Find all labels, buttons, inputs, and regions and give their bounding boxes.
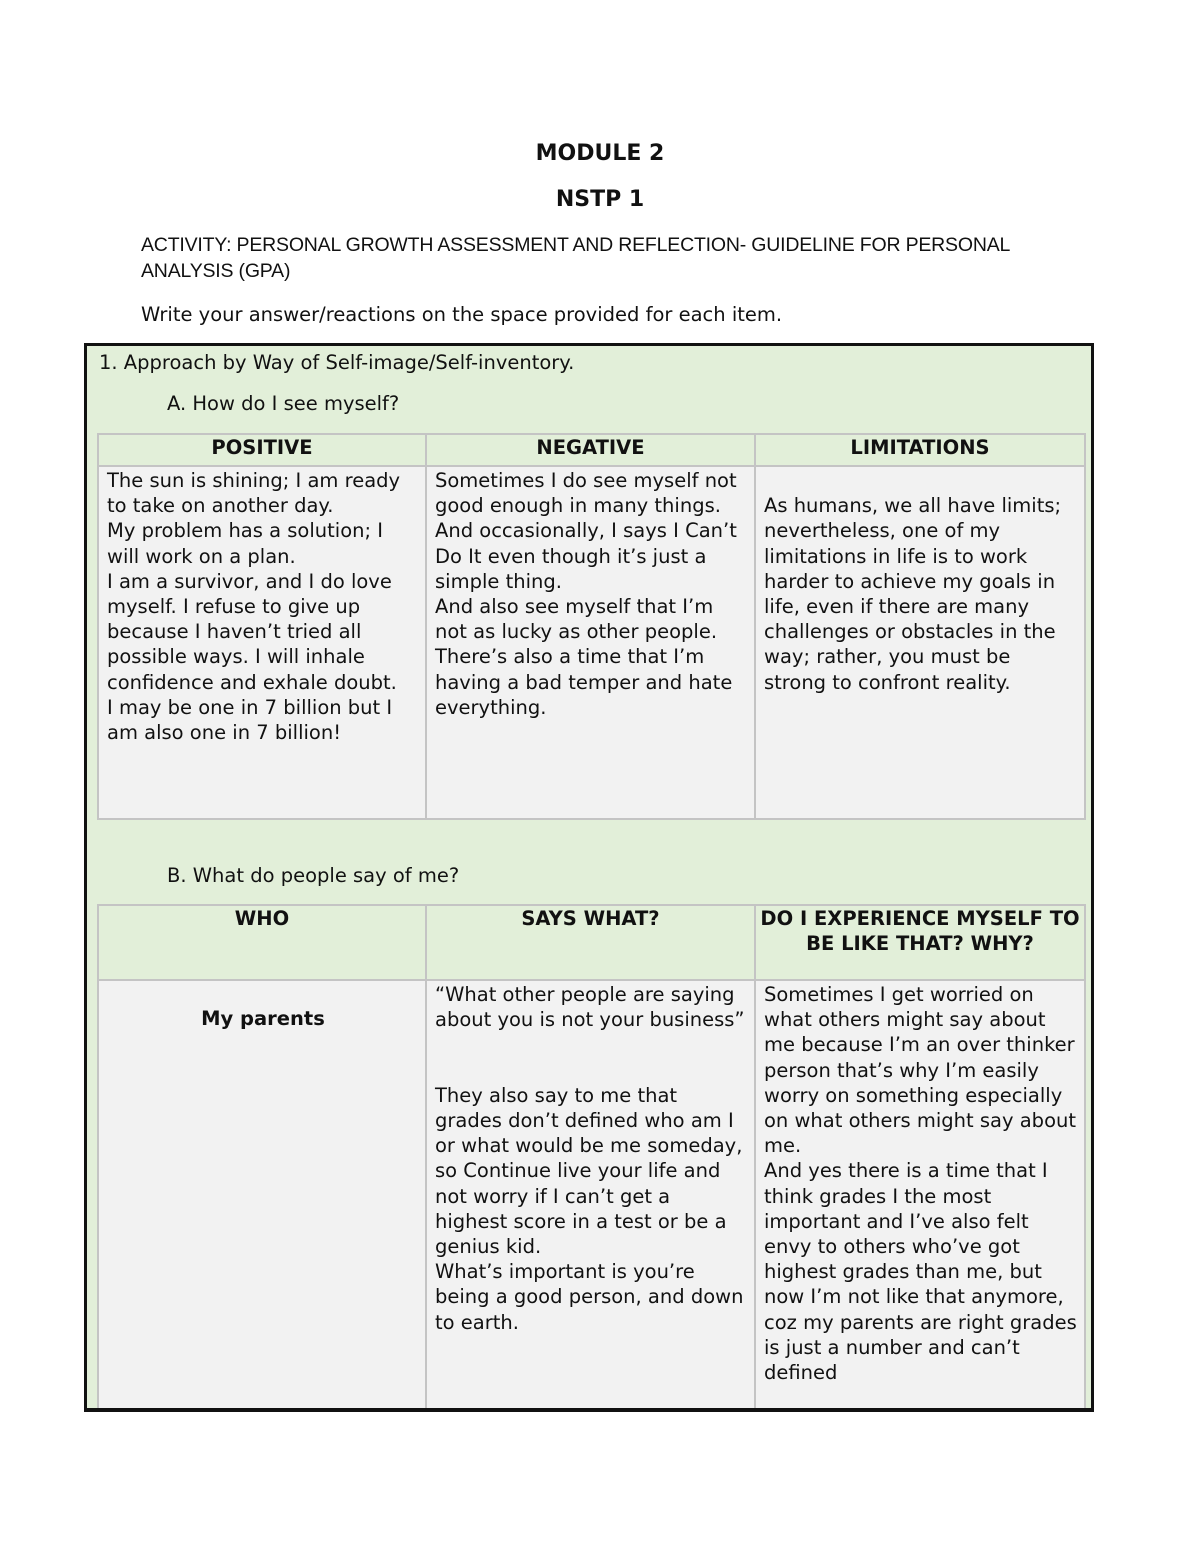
header-limitations: LIMITATIONS [755,434,1085,466]
experience-answer: Sometimes I get worried on what others might say about me because I’m an over thinker person that’s why I’m easily worry on something especially on what others might say about me. And yes there is a time that I think grades I the most important and I’ve also felt envy to others who’ve got highest grades than me, but now I’m not like that anymore, coz my parents are right grades is just a number and can’t defined [764,983,1077,1385]
limitations-answer: As humans, we all have limits; nevertheless, one of my limitations in life is to work harder to achieve my goals in life, even if there are many challenges or obstacles in the way; rather, you must be strong to confront reality. [764,494,1062,694]
course-title: NSTP 1 [555,187,645,212]
who-value: My parents [201,1007,325,1030]
table-row [98,980,1085,1412]
who-cell[interactable] [98,980,426,1412]
question-a: A. How do I see myself? [167,392,400,415]
table-header-row [98,434,1085,466]
limitations-cell[interactable] [755,466,1085,819]
people-say-table [97,904,1086,1412]
experience-cell[interactable] [755,980,1085,1412]
question-b: B. What do people say of me? [167,864,460,887]
says-what-cell[interactable] [426,980,755,1412]
negative-answer: Sometimes I do see myself not good enough in many things. And occasionally, I says I Can’t Do It even though it’s just a simple thing. And also see myself that I’m not as lucky as other people. There’s also a time that I’m having a bad temper and hate everything. [435,469,737,719]
positive-answer: The sun is shining; I am ready to take on another day. My problem has a solution; I will work on a plan. I am a survivor, and I do love myself. I refuse to give up because I haven’t tried all possible ways. I will inhale confidence and exhale doubt. I may be one in 7 billion but I am also one in 7 billion! [107,469,401,745]
instruction-text: Write your answer/reactions on the space provided for each item. [141,303,783,326]
self-view-table [97,433,1086,820]
negative-cell[interactable] [426,466,755,819]
header-negative: NEGATIVE [426,434,755,466]
table-header-row [98,905,1085,980]
module-title: MODULE 2 [535,141,665,166]
activity-box [84,343,1094,1412]
header-who: WHO [98,905,426,980]
table-row [98,466,1085,819]
activity-heading: ACTIVITY: PERSONAL GROWTH ASSESSMENT AND REFLECTION- GUIDELINE FOR PERSONAL ANALYSIS (GPA) [141,234,1010,282]
says-what-answer: “What other people are saying about you is not your business” They also say to me that grades don’t defined who am I or what would be me someday, so Continue live your life and not worry if I can’t get a highest score in a test or be a genius kid. What’s important is you’re being a good person, and down to earth. [435,983,745,1334]
header-says-what: SAYS WHAT? [426,905,755,980]
header-experience: DO I EXPERIENCE MYSELF TO BE LIKE THAT? WHY? [755,905,1085,980]
positive-cell[interactable] [98,466,426,819]
header-positive: POSITIVE [98,434,426,466]
section-title: 1. Approach by Way of Self-image/Self-inventory. [99,351,575,374]
